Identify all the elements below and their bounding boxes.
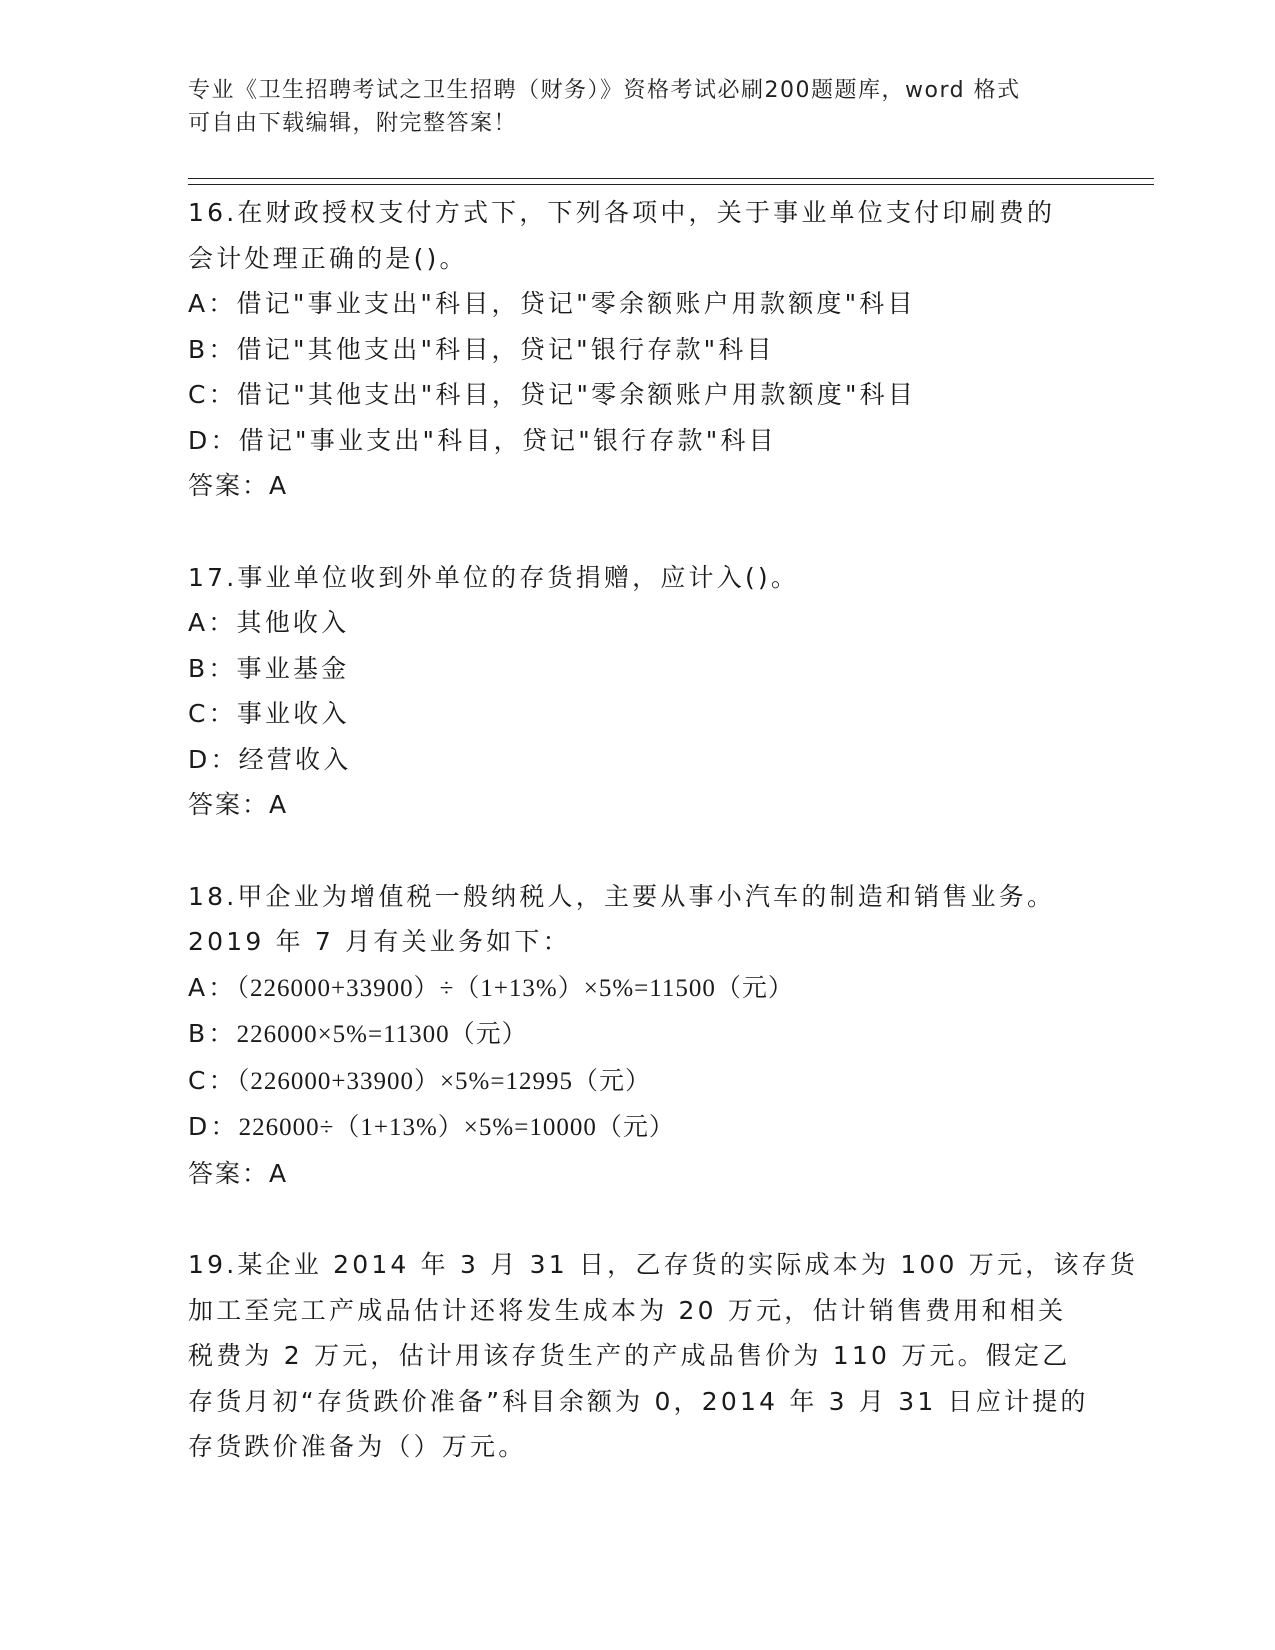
option-formula: 226000÷（1+13%）×5%=10000（元） — [238, 1114, 675, 1141]
header-line-1: 专业《卫生招聘考试之卫生招聘（财务）》资格考试必刷200题题库，word 格式 — [188, 78, 1021, 103]
option-a: A：借记"事业支出"科目，贷记"零余额账户用款额度"科目 — [188, 289, 916, 318]
spacer — [188, 828, 1088, 874]
question-stem-line: 存货跌价准备为（）万元。 — [188, 1432, 527, 1461]
option-letter: D： — [188, 1112, 239, 1141]
option-letter: A： — [188, 972, 237, 1002]
document-header — [188, 74, 1088, 140]
question-stem-line: 16.在财政授权支付方式下，下列各项中，关于事业单位支付印刷费的 — [188, 198, 1056, 227]
question-stem-line: 加工至完工产成品估计还将发生成本为 20 万元，估计销售费用和相关 — [188, 1295, 1067, 1325]
option-d — [188, 1104, 1088, 1151]
answer-line: 答案：A — [188, 1158, 289, 1188]
spacer — [188, 509, 1088, 555]
header-divider-top — [188, 178, 1154, 179]
question-18 — [188, 874, 1088, 1197]
option-b: B：事业基金 — [188, 653, 350, 683]
header-divider-bottom — [188, 184, 1154, 185]
option-a: A：其他收入 — [188, 608, 350, 637]
question-stem-line: 税费为 2 万元，估计用该存货生产的产成品售价为 110 万元。假定乙 — [188, 1341, 1071, 1370]
question-16 — [188, 190, 1088, 509]
question-stem-line: 19.某企业 2014 年 3 月 31 日，乙存货的实际成本为 100 万元，该存货 — [188, 1250, 1138, 1279]
question-17 — [188, 555, 1088, 828]
option-formula: 226000×5%=11300（元） — [236, 1021, 528, 1048]
spacer — [188, 1196, 1088, 1242]
question-list — [188, 190, 1138, 1470]
question-stem-line: 会计处理正确的是()。 — [188, 243, 468, 273]
option-c — [188, 1058, 1088, 1105]
answer-line: 答案：A — [188, 790, 289, 819]
option-d: D：借记"事业支出"科目，贷记"银行存款"科目 — [188, 425, 777, 455]
question-19 — [188, 1242, 1138, 1470]
question-stem-line: 2019 年 7 月有关业务如下： — [188, 927, 571, 956]
option-c: C：借记"其他支出"科目，贷记"零余额账户用款额度"科目 — [188, 380, 917, 409]
option-letter: C： — [188, 1065, 237, 1095]
question-stem-line: 18.甲企业为增值税一般纳税人，主要从事小汽车的制造和销售业务。 — [188, 881, 1056, 911]
answer-line: 答案：A — [188, 471, 289, 500]
option-letter: B： — [188, 1019, 237, 1048]
question-stem-line: 17.事业单位收到外单位的存货捐赠，应计入()。 — [188, 562, 800, 592]
option-c: C：事业收入 — [188, 699, 350, 728]
option-b — [188, 1011, 1088, 1058]
option-formula: （226000+33900）÷（1+13%）×5%=11500（元） — [236, 974, 794, 1002]
option-a — [188, 965, 1088, 1012]
option-d: D：经营收入 — [188, 744, 352, 774]
header-line-2: 可自由下载编辑，附完整答案！ — [188, 111, 518, 136]
question-stem-line: 存货月初“存货跌价准备”科目余额为 0，2014 年 3 月 31 日应计提的 — [188, 1386, 1089, 1416]
option-formula: （226000+33900）×5%=12995（元） — [236, 1067, 651, 1095]
option-b: B：借记"其他支出"科目，贷记"银行存款"科目 — [188, 334, 775, 364]
